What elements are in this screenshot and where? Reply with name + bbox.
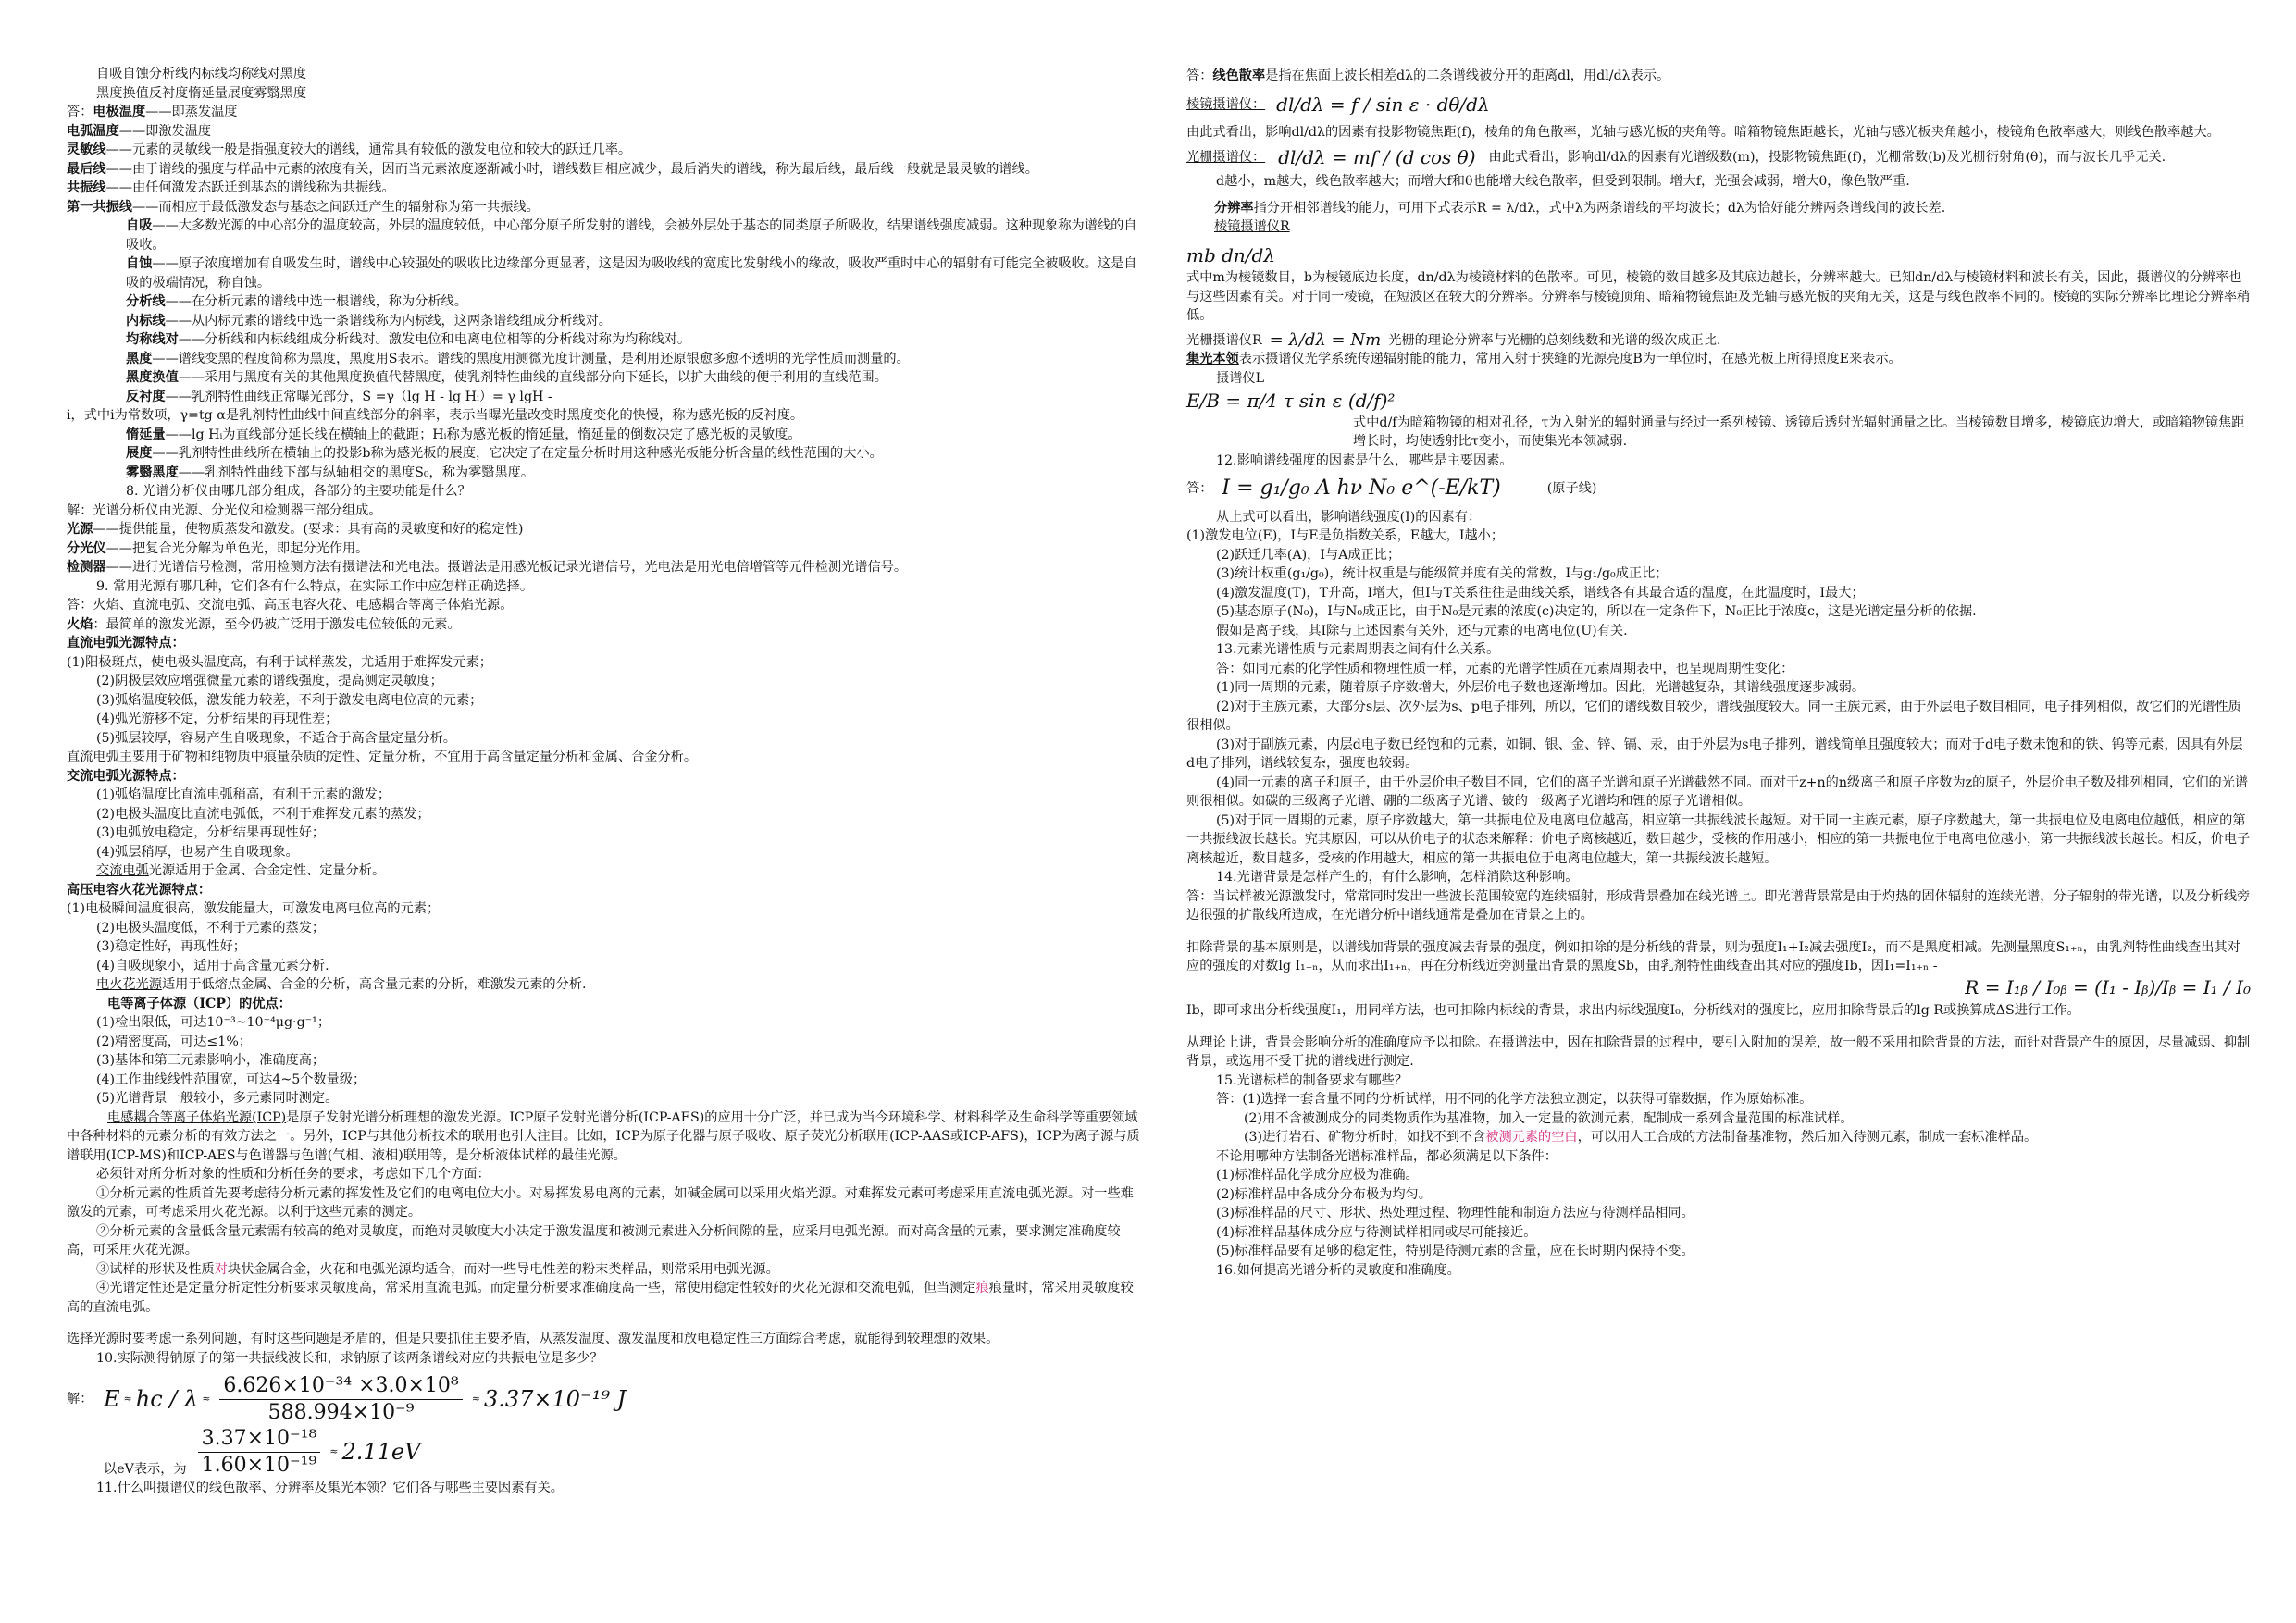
answer-13-item-3: (3)对于副族元素，内层d电子数已经饱和的元素，如铜、银、金、锌、镉、汞，由于外层为s电子排列，谱线简单且强度较大；而对于d电子数未饱和的铁、钨等元素，因具有外层d电子排列，谱线较复杂，强度也较弱。 <box>1186 737 2243 771</box>
icp-summary: 电感耦合等离子体焰光源(ICP)是原子发射光谱分析理想的激发光源。ICP原子发射光谱分析(ICP-AES)的应用十分广泛，并已成为当今环境科学、材料科学及生命科学等重要领域中各种材料的元素分析的有效方法之一。另外，ICP与其他分析技术的联用也引人注目。比如，ICP为原子化器与原子吸收、原子荧光分析联用(ICP-AAS或ICP-AFS)，ICP为离子源与质谱联用(ICP-MS)和ICP-AES与色谱器与色谱(气相、液相)联用等，是分析液体试样的最佳光源。 <box>67 1109 1140 1163</box>
spark-item-4: (4)自吸现象小，适用于高含量元素分析. <box>96 958 329 973</box>
def-latitude: 展度——乳剂特性曲线所在横轴上的投影b称为感光板的展度，它决定了在定量分析时用这种感光板能分析含量的线性范围的大小。 <box>126 446 883 461</box>
prism-resolution-row <box>1186 242 2251 269</box>
ac-arc-item-3: (3)电弧放电稳定，分析结果再现性好； <box>96 825 326 840</box>
ac-arc-item-4: (4)弧层稍厚，也易产生自吸现象。 <box>96 844 299 860</box>
answer-15-item-2: (2)用不含被测成分的同类物质作为基准物，加入一定量的欲测元素，配制成一系列含量范围的标准试样。 <box>1244 1110 1854 1126</box>
ac-arc-summary: 交流电弧光源适用于金属、合金定性、定量分析。 <box>96 863 386 878</box>
answer-8-detector: 检测器——进行光谱信号检测，常用检测方法有摄谱法和光电法。摄谱法是用感光板记录光谱信号，光电法是用光电倍增管等元件检测光谱信号。 <box>67 560 908 575</box>
question-10: 10.实际测得钠原子的第一共振线波长和，求钠原子该两条谱线对应的共振电位是多少？ <box>96 1350 603 1366</box>
eq1-result: 3.37×10⁻¹⁹ J <box>483 1386 627 1413</box>
spark-item-3: (3)稳定性好，再现性好； <box>96 939 246 954</box>
spark-summary: 电火花光源适用于低熔点金属、合金的分析，高含量元素的分析，难激发元素的分析. <box>96 977 587 992</box>
right-column <box>1186 67 2251 1280</box>
answer-8-spectrometer: 分光仪——把复合光分解为单色光，即起分光作用。 <box>67 540 369 556</box>
answer-15-cond-2: (2)标准样品中各成分分布极为均匀。 <box>1216 1186 1432 1202</box>
prism-label: 棱镜摄谱仪： <box>1186 96 1266 112</box>
dc-arc-item-2: (2)阴极层效应增强微量元素的谱线强度，提高测定灵敏度； <box>96 674 443 688</box>
icp-item-4: (4)工作曲线线性范围宽，可达4~5个数量级； <box>96 1072 366 1087</box>
terms-line-1: 自吸自蚀分析线内标线均称线对黑度 <box>96 67 307 81</box>
def-blackness-transform: 黑度换值——采用与黑度有关的其他黑度换值代替黑度，使乳剂特性曲线的直线部分向下延长，以扩大曲线的便于利用的直线范围。 <box>126 370 887 385</box>
light-gathering-row <box>1186 391 2251 414</box>
question-15: 15.光谱标样的制备要求有哪些？ <box>1216 1072 1409 1088</box>
heading-spark: 高压电容火花光源特点： <box>67 882 212 898</box>
def-light-gathering: 集光本领表示摄谱仪光学系统传递辐射能的能力，常用入射于狭缝的光源亮度B为一单位时，在感光板上所得照度E来表示。 <box>1186 352 1902 366</box>
spark-item-1: (1)电极瞬间温度很高，激发能量大，可激发电离电位高的元素； <box>67 901 441 916</box>
def-sensitive-line: 灵敏线——元素的灵敏线一般是指强度较大的谱线，通常具有较低的激发电位和较大的跃迁几率。 <box>67 142 632 157</box>
dc-arc-item-1: (1)阳极斑点，使电极头温度高，有利于试样蒸发，尤适用于难挥发元素； <box>67 654 492 670</box>
def-analytical-line: 分析线——在分析元素的谱线中选一根谱线，称为分析线。 <box>126 294 467 309</box>
intensity-ion-note: 假如是离子线，其I除与上述因素有关外，还与元素的电离电位(U)有关. <box>1216 623 1628 638</box>
answer-15-cond-3: (3)标准样品的尺寸、形状、热处理过程、物理性能和制造方法应与待测样品相同。 <box>1216 1206 1694 1220</box>
solve-label: 解： <box>67 1392 93 1407</box>
light-gathering-text: 式中d/f为暗箱物镜的相对孔径，τ为入射光的辐射通量与经过一系列棱镜、透镜后透射光辐射通量之比。当棱镜数目增多，棱镜底边增大，或暗箱物镜焦距增长时，均使透射比τ变小，而使集光本领减弱. <box>1353 415 2245 449</box>
eq1-lhs: E <box>104 1386 120 1413</box>
grating-equation-row <box>1186 145 2251 168</box>
answer-8-source: 光源——提供能量，使物质蒸发和激发。(要求：具有高的灵敏度和好的稳定性) <box>67 522 524 537</box>
intensity-factor-5: (5)基态原子(N₀)，I与N₀成正比，由于N₀是元素的浓度(c)决定的，所以在一定条件下，N₀正比于浓度c，这是光谱定量分析的依据. <box>1216 604 1977 619</box>
question-12: 12.影响谱线强度的因素是什么，哪些是主要因素。 <box>1216 452 1513 468</box>
def-contrast: 反衬度——乳剂特性曲线正常曝光部分，S =γ（lg H - lg Hᵢ）= γ lgH - <box>126 389 552 404</box>
answer-8: 解：光谱分析仪由光源、分光仪和检测器三部分组成。 <box>67 502 382 518</box>
question-13: 13.元素光谱性质与元素周期表之间有什么关系。 <box>1216 642 1500 657</box>
terms-line-2: 黑度换值反衬度惰延量展度雾翳黑度 <box>96 85 307 101</box>
def-resolution: 分辨率指分开相邻谱线的能力，可用下式表示R = λ/dλ，式中λ为两条谱线的平均波长；dλ为恰好能分辨两条谱线间的波长差. <box>1214 200 1946 216</box>
equation-ev: 以eV表示，为 $\frac{\text{3.37×10⁻¹⁸}}{\text{1.60×10⁻¹⁹}}$ ≈ 2.11eV <box>104 1427 421 1477</box>
eq2-prefix: 以eV表示，为 <box>104 1461 187 1477</box>
def-fog-density: 雾翳黑度——乳剂特性曲线下部与纵轴相交的黑度S₀，称为雾翳黑度。 <box>126 465 535 480</box>
def-linear-dispersion: 答：线色散率是指在焦面上波长相差dλ的二条谱线被分开的距离dl，用dl/dλ表示。 <box>1186 68 1670 83</box>
intensity-equation: I = g₁/g₀ A hν N₀ e^(-E/kT) <box>1222 477 1501 500</box>
heading-dc-arc: 直流电弧光源特点： <box>67 636 185 650</box>
equation-energy: 解： E ≈ hc / λ ≈ $\frac{\text{6.626×10⁻³⁴ ×3.0×10⁸}}{\text{588.994×10⁻⁹}}$ ≈ 3.37×10⁻¹⁹ J <box>67 1374 627 1424</box>
spark-item-2: (2)电极头温度低，不利于元素的蒸发； <box>96 920 326 935</box>
answer-13: 答：如同元素的化学性质和物理性质一样，元素的光谱学性质在元素周期表中，也呈现周期性变化： <box>1216 661 1794 676</box>
def-arc-temperature: 电弧温度——即激发温度 <box>67 123 212 139</box>
grating-label: 光栅摄谱仪： <box>1186 149 1266 165</box>
prism-resolution-equation: mb dn/dλ <box>1186 243 1276 266</box>
question-16: 16.如何提高光谱分析的灵敏度和准确度。 <box>1216 1262 1460 1278</box>
question-9: 9. 常用光源有哪几种，它们各有什么特点，在实际工作中应怎样正确选择。 <box>96 578 534 594</box>
ratio-explanation: Ib，即可求出分析线强度I₁，用同样方法，也可扣除内标线的背景，求出内标线强度I₀，分析线对的强度比，应用扣除背景后的lg R或换算成ΔS进行工作。 <box>1186 1003 2080 1018</box>
dc-arc-item-3: (3)弧焰温度较低，激发能力较差，不利于激发电离电位高的元素； <box>96 692 483 708</box>
light-gathering-equation: E/B = π/4 τ sin ε (d/f)² <box>1186 390 1396 412</box>
question-8: 8. 光谱分析仪由哪几部分组成，各部分的主要功能是什么？ <box>126 484 471 499</box>
def-contrast-cont: i，式中i为常数项，γ=tg α是乳剂特性曲线中间直线部分的斜率，表示当曝光量改变时黑度变化的快慢，称为感光板的反衬度。 <box>67 408 804 423</box>
intensity-factor-1: (1)激发电位(E)，I与E是负指数关系，E越大，I越小； <box>1186 528 1505 543</box>
answer-9-flame: 火焰：最简单的激发光源，至今仍被广泛用于激发电位较低的元素。 <box>67 616 461 632</box>
intensity-equation-row: 答： I = g₁/g₀ A hν N₀ e^(-E/kT) (原子线) <box>1186 477 1597 500</box>
answer-15-cond-5: (5)标准样品要有足够的稳定性，特别是待测元素的含量，应在长时期内保持不变。 <box>1216 1244 1694 1258</box>
ratio-equation: R = I₁ᵦ / I₀ᵦ = (I₁ - Iᵦ)/Iᵦ = I₁ / I₀ <box>1965 975 2251 998</box>
ac-arc-item-1: (1)弧焰温度比直流电弧稍高，有利于元素的激发； <box>96 787 391 802</box>
answer-15-cond-4: (4)标准样品基体成分应与待测试样相同或尽可能接近。 <box>1216 1224 1537 1240</box>
prism-resolution-label: 棱镜摄谱仪R <box>1214 219 1290 234</box>
answer-15-conditions: 不论用哪种方法制备光谱标准样品，都必须满足以下条件： <box>1216 1148 1558 1164</box>
grating-explanation: 由此式看出，影响dl/dλ的因素有光谱级数(m)，投影物镜焦距(f)，光栅常数(b)及光栅衍射角(θ)，而与波长几乎无关. <box>1488 149 2166 165</box>
intensity-note: (原子线) <box>1546 481 1597 496</box>
def-self-absorption: 自吸——大多数光源的中心部分的温度较高，外层的温度较低，中心部分原子所发射的谱线，会被外层处于基态的同类原子所吸收，结果谱线强度减弱。这种现象称为谱线的自吸收。 <box>126 218 1137 253</box>
def-electrode-temperature: 答：电极温度——即蒸发温度 <box>67 105 238 119</box>
icp-item-5: (5)光谱背景一般较小，多元素同时测定。 <box>96 1091 339 1106</box>
def-blackness: 黑度——谱线变黑的程度简称为黑度，黑度用S表示。谱线的黑度用测微光度计测量，是利用还原银愈多愈不透明的光学性质而测量的。 <box>126 351 910 366</box>
ratio-equation-row <box>1186 975 2251 1000</box>
selection-2: ②分析元素的含量低含量元素需有较高的绝对灵敏度，而绝对灵敏度大小决定于激发温度和被测元素进入分析间隙的量，应采用电弧光源。而对高含量的元素，要求测定准确度较高，可采用火花光源。 <box>67 1223 1121 1258</box>
grating-resolution-equation: = λ/dλ = Nm <box>1269 329 1382 350</box>
def-last-line: 最后线——由于谱线的强度与样品中元素的浓度有关，因而当元素浓度逐渐减小时，谱线数目相应减少，最后消失的谱线，称为最后线，最后线一般就是最灵敏的谱线。 <box>67 161 1038 177</box>
intensity-factor-2: (2)跃迁几率(A)，I与A成正比； <box>1216 547 1401 563</box>
answer-13-item-5: (5)对于同一周期的元素，原子序数越大，第一共振电位及电离电位越高，相应第一共振线波长越短。对于同一主族元素，原子序数越大，第一共振电位及电离电位越低，相应的第一共振线波长越长。究其原因，可以从价电子的状态来解释：价电子离核越近，数目越少，受核的作用越小，相应的第一共振电位于电离电位越小，第一共振线波长越长。相反，价电子离核越近，数目越多，受核的作用越大，相应的第一共振电位于电离电位越大，第一共振线波长越短。 <box>1186 812 2251 866</box>
selection-1: ①分析元素的性质首先要考虑待分析元素的挥发性及它们的电离电位大小。对易挥发易电离的元素，如碱金属可以采用火焰光源。对难挥发元素可考虑采用直流电弧光源。对一些难激发的元素，可考虑采用火花光源。以利于这些元素的测定。 <box>67 1185 1134 1220</box>
prism-equation: dl/dλ = f / sin ε · dθ/dλ <box>1276 93 1490 116</box>
selection-conclusion: 选择光源时要考虑一系列问题，有时这些问题是矛盾的，但是只要抓住主要矛盾，从蒸发温度、激发温度和放电稳定性三方面综合考虑，就能得到较理想的效果。 <box>67 1332 999 1346</box>
grating-resolution-row: 光栅摄谱仪R = λ/dλ = Nm 光栅的理论分辨率与光栅的总刻线数和光谱的级次成正比. <box>1186 329 1721 350</box>
def-internal-standard-line: 内标线——从内标元素的谱线中选一条谱线称为内标线，这两条谱线组成分析线对。 <box>126 313 612 328</box>
selection-4: ④光谱定性还是定量分析定性分析要求灵敏度高，常采用直流电弧。而定量分析要求准确度高一些，常使用稳定性较好的火花光源和交流电弧，但当测定痕痕量时，常采用灵敏度较高的直流电弧。 <box>67 1281 1134 1315</box>
eq2-result: 2.11eV <box>341 1439 421 1466</box>
selection-3: ③试样的形状及性质对块状金属合金，火花和电弧光源均适合，而对一些导电性差的粉末类样品，则常采用电弧光源。 <box>96 1261 779 1277</box>
selection-intro: 必须针对所分析对象的性质和分析任务的要求，考虑如下几个方面： <box>96 1167 490 1182</box>
def-first-resonance-line: 第一共振线——而相应于最低激发态与基态之间跃迁产生的辐射称为第一共振线。 <box>67 199 540 215</box>
eq1-fraction: $\frac{\text{6.626×10⁻³⁴ ×3.0×10⁸}}{\text{588.994×10⁻⁹}}$ <box>219 1373 462 1426</box>
answer-9: 答：火焰、直流电弧、交流电弧、高压电容火花、电感耦合等离子体焰光源。 <box>67 598 514 613</box>
dc-arc-item-5: (5)弧层较厚，容易产生自吸现象，不适合于高含量定量分析。 <box>96 730 456 746</box>
left-column <box>67 65 1140 1498</box>
dc-arc-summary: 直流电弧主要用于矿物和纯物质中痕量杂质的定性、定量分析，不宜用于高含量定量分析和金属、合金分析。 <box>67 750 698 764</box>
def-inertia: 惰延量——lg Hᵢ为直线部分延长线在横轴上的截距；Hᵢ称为感光板的惰延量，惰延量的倒数决定了感光板的灵敏度。 <box>126 427 801 442</box>
eq2-fraction: $\frac{\text{3.37×10⁻¹⁸}}{\text{1.60×10⁻¹⁹}}$ <box>198 1426 321 1479</box>
answer-15-item-1: 答：(1)选择一套含量不同的分析试样，用不同的化学方法独立测定，以获得可靠数据，作为原始标准。 <box>1216 1092 1813 1107</box>
def-self-reversal: 自蚀——原子浓度增加有自吸发生时，谱线中心较强处的吸收比边缘部分更显著，这是因为吸收线的宽度比发射线小的缘故，吸收严重时中心的辐射有可能完全被吸收。这是自吸的极端情况，称自蚀。 <box>126 256 1137 291</box>
answer-13-item-1: (1)同一周期的元素，随着原子序数增大，外层价电子数也逐渐增加。因此，光谱越复杂，其谱线强度逐步减弱。 <box>1216 680 1866 695</box>
background-theory: 从理论上讲，背景会影响分析的准确度应予以扣除。在摄谱法中，因在扣除背景的过程中，要引入附加的误差，故一般不采用扣除背景的方法，而针对背景产生的原因，尽量减弱、抑制背景，或选用不受干扰的谱线进行测定. <box>1186 1035 2251 1069</box>
question-11: 11.什么叫摄谱仪的线色散率、分辨率及集光本领？它们各与哪些主要因素有关。 <box>96 1481 564 1495</box>
light-gathering-label: 摄谱仪L <box>1216 370 1264 386</box>
icp-item-3: (3)基体和第三元素影响小，准确度高； <box>96 1053 326 1068</box>
dc-arc-item-4: (4)弧光游移不定，分析结果的再现性差； <box>96 712 339 726</box>
answer-13-item-4: (4)同一元素的离子和原子，由于外层价电子数目不同，它们的离子光谱和原子光谱截然不同。而对于z+n的n级离子和原子序数为z的原子，外层价电子数及排列相同，它们的光谱则很相似。如碳的三级离子光谱、硼的二级离子光谱、铍的一级离子光谱均和锂的原子光谱相似。 <box>1186 774 2249 809</box>
answer-14: 答：当试样被光源激发时，常常同时发出一些波长范围较宽的连续辐射，形成背景叠加在线光谱上。即光谱背景常是由于灼热的固体辐射的连续光谱，分子辐射的带光谱，以及分析线旁边很强的扩散线所造成，在光谱分析中谱线通常是叠加在背景之上的。 <box>1186 888 2251 923</box>
grating-equation: dl/dλ = mf / (d cos θ) <box>1278 145 1476 168</box>
prism-explanation: 由此式看出，影响dl/dλ的因素有投影物镜焦距(f)，棱角的角色散率，光轴与感光板的夹角等。暗箱物镜焦距越长，光轴与感光板夹角越小，棱镜角色散率越大，则线色散率越大。 <box>1186 125 2220 140</box>
background-subtraction: 扣除背景的基本原则是，以谱线加背景的强度减去背景的强度，例如扣除的是分析线的背景，则为强度I₁+I₂减去强度I₂，而不是黑度相减。先测量黑度S₁₊ₙ，由乳剂特性曲线查出其对应的强度的对数lg I₁₊ₙ，从而求出I₁₊ₙ，再在分析线近旁测量出背景的黑度Sb，由乳剂特性曲线查出其对应的强度Ib，因I₁=I₁₊ₙ - <box>1186 939 2240 973</box>
def-homologous-pair: 均称线对——分析线和内标线组成分析线对。激发电位和电离电位相等的分析线对称为均称线对。 <box>126 332 691 347</box>
prism-equation-row <box>1186 92 2251 118</box>
heading-ac-arc: 交流电弧光源特点： <box>67 768 185 784</box>
eq1-mid: hc / λ <box>135 1386 199 1413</box>
intensity-intro: 从上式可以看出，影响谱线强度(I)的因素有： <box>1216 509 1482 525</box>
icp-item-2: (2)精密度高，可达≤1%； <box>96 1034 252 1049</box>
def-resonance-line: 共振线——由任何激发态跃迁到基态的谱线称为共振线。 <box>67 180 395 195</box>
answer-15-cond-1: (1)标准样品化学成分应极为准确。 <box>1216 1168 1419 1183</box>
grating-note: d越小，m越大，线色散率越大；而增大f和θ也能增大线色散率，但受到限制。增大f，光强会减弱，增大θ，像色散严重. <box>1216 174 1910 189</box>
prism-resolution-text: 式中m为棱镜数目，b为棱镜底边长度，dn/dλ为棱镜材料的色散率。可见，棱镜的数目越多及其底边越长，分辨率越大。已知dn/dλ与棱镜材料和波长有关，因此，摄谱仪的分辨率也与这些因素有关。对于同一棱镜，在短波区在较大的分辨率。分辨率与棱镜顶角、暗箱物镜焦距及光轴与感光板的夹角无关，这是与线色散率不同的。棱镜的实际分辨率比理论分辨率稍低。 <box>1186 270 2251 323</box>
icp-item-1: (1)检出限低，可达10⁻³~10⁻⁴μg·g⁻¹； <box>96 1015 331 1030</box>
answer-13-item-2: (2)对于主族元素，大部分s层、次外层为s、p电子排列，所以，它们的谱线数目较少，谱线强度较大。同一主族元素，由于外层电子数目相同，电子排列相似，故它们的光谱性质很相似。 <box>1186 699 2241 733</box>
intensity-factor-4: (4)激发温度(T)，T升高，I增大，但I与T关系往往是曲线关系，谱线各有其最合适的温度，在此温度时，I最大； <box>1216 585 1865 601</box>
heading-icp: 电等离子体源（ICP）的优点： <box>107 996 292 1011</box>
question-14: 14.光谱背景是怎样产生的，有什么影响，怎样消除这种影响。 <box>1216 870 1579 885</box>
answer-15-item-3: (3)进行岩石、矿物分析时，如找不到不含被测元素的空白，可以用人工合成的方法制备基准物，然后加入待测元素，制成一套标准样品。 <box>1244 1130 2038 1145</box>
ac-arc-item-2: (2)电极头温度比直流电弧低，不利于难挥发元素的蒸发； <box>96 806 430 822</box>
intensity-factor-3: (3)统计权重(g₁/g₀)，统计权重是与能级简并度有关的常数，I与g₁/g₀成正比； <box>1216 566 1669 581</box>
